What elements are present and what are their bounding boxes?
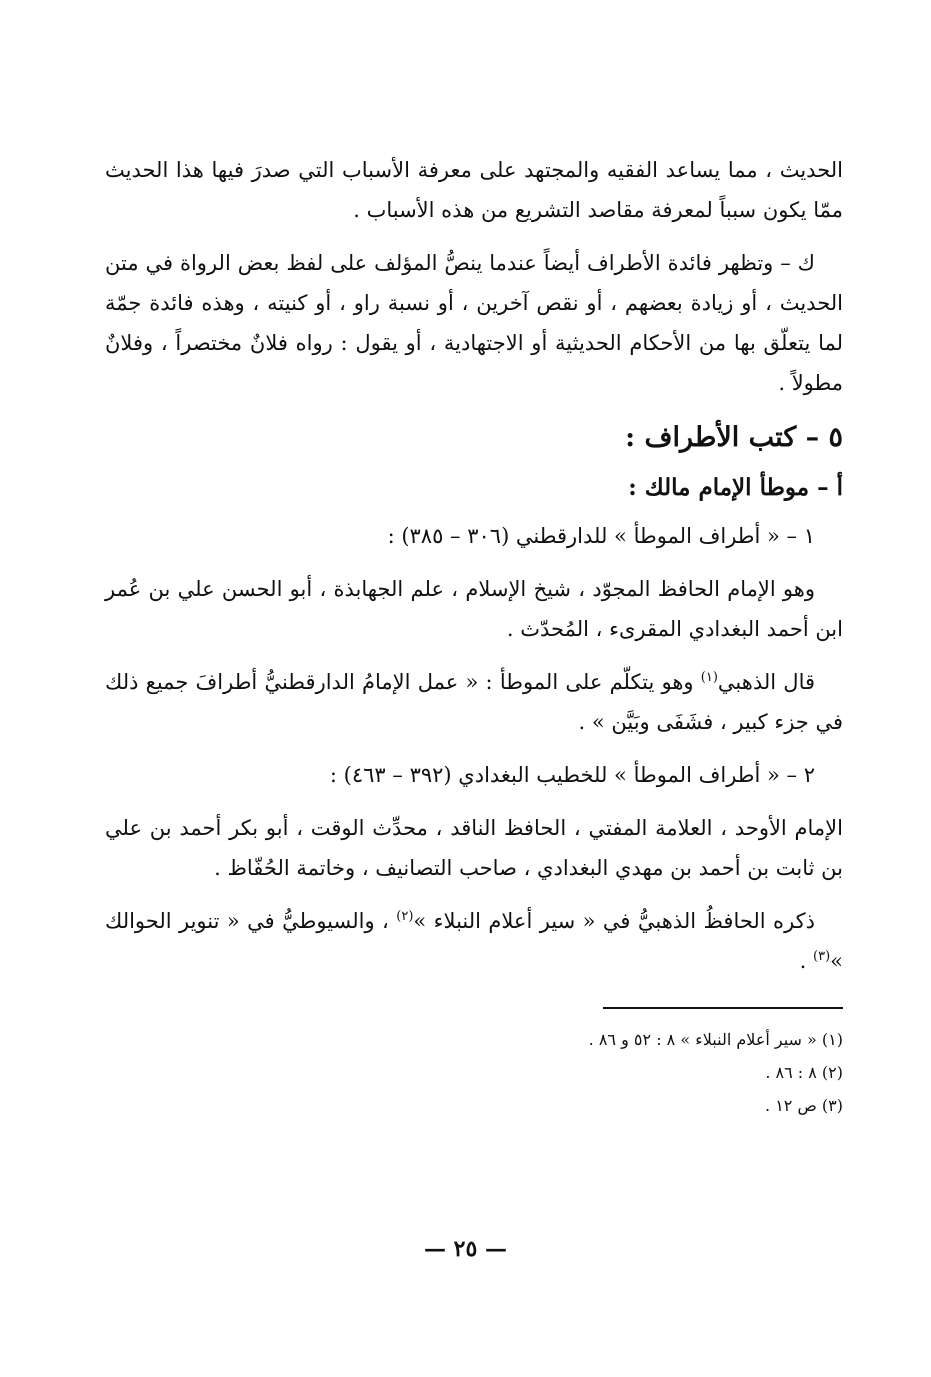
text-segment: وهو يتكلّم على الموطأ : « عمل الإمامُ الدارقطنيُّ أطرافَ جميع ذلك في جزء كبير ، فشَفَى وبَيَّن » . — [105, 670, 843, 734]
paragraph-dhahabi-quote — [105, 662, 843, 742]
footnote-ref-3: (٣) — [813, 949, 831, 964]
footnote-ref-1: (١) — [700, 670, 718, 685]
footnote-2: (٢) ٨ : ٨٦ . — [765, 1063, 843, 1082]
paragraph-sources — [105, 901, 843, 981]
paragraph-kaf: ك – وتظهر فائدة الأطراف أيضاً عندما ينصُّ المؤلف على لفظ بعض الرواة في متن الحديث ، أو زيادة بعضهم ، أو نقص آخرين ، أو نسبة راو ، أو كنيته ، وهذه فائدة جمّة لما يتعلّق بها من الأحكام الحديثية أو الاجتهادية ، أو يقول : رواه فلانٌ مختصراً ، وفلانٌ مطولاً . — [105, 251, 843, 395]
subsection-heading: أ – موطأ الإمام مالك : — [628, 474, 843, 501]
section-heading: ٥ – كتب الأطراف : — [625, 422, 843, 453]
page-number: — ٢٥ — — [424, 1236, 507, 1262]
text-segment: ذكره الحافظُ الذهبيُّ في « سير أعلام النبلاء » — [413, 909, 816, 933]
text-segment: ، والسيوطيُّ في « تنوير الحوالك » — [105, 909, 843, 973]
list-item-daraqutni: ١ – « أطراف الموطأ » للدارقطني (٣٠٦ – ٣٨٥) : — [387, 524, 815, 548]
footnote-ref-2: (٢) — [396, 909, 414, 924]
list-item-khatib: ٢ – « أطراف الموطأ » للخطيب البغدادي (٣٩٢ – ٤٦٣) : — [329, 763, 815, 787]
text-segment: قال الذهبي — [717, 670, 816, 694]
paragraph-continuation: الحديث ، مما يساعد الفقيه والمجتهد على معرفة الأسباب التي صدرَ فيها هذا الحديث ممّا يكون سبباً لمعرفة مقاصد التشريع من هذه الأسباب . — [105, 158, 843, 222]
footnote-divider — [603, 1007, 843, 1009]
footnote-3: (٣) ص ١٢ . — [765, 1096, 843, 1115]
text-segment: . — [799, 949, 813, 973]
paragraph-daraqutni-bio: وهو الإمام الحافظ المجوّد ، شيخ الإسلام ، علم الجهابذة ، أبو الحسن علي بن عُمر ابن أحمد البغدادي المقرىء ، المُحدّث . — [105, 577, 843, 641]
paragraph-khatib-bio: الإمام الأوحد ، العلامة المفتي ، الحافظ الناقد ، محدِّث الوقت ، أبو بكر أحمد بن علي بن ثابت بن أحمد بن مهدي البغدادي ، صاحب التصانيف ، وخاتمة الحُفّاظ . — [105, 816, 843, 880]
footnote-1: (١) « سير أعلام النبلاء » ٨ : ٥٢ و ٨٦ . — [588, 1030, 843, 1049]
